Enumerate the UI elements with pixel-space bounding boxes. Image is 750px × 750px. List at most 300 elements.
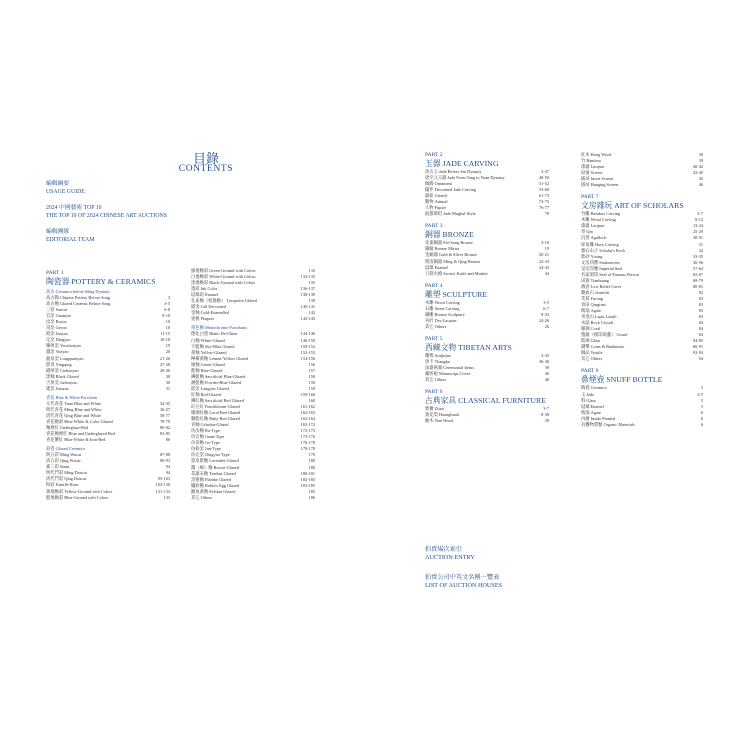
entry-page: 20: [165, 349, 170, 355]
entry-label: 內繪 Inside Painted: [581, 415, 616, 421]
entry-label: 石雕 Stone Carving: [425, 305, 460, 311]
entry-page: 103-130: [155, 482, 170, 488]
toc-entry[interactable]: [425, 271, 549, 277]
part-heading: [425, 152, 549, 168]
part-number: PART 1: [46, 270, 64, 276]
entry-page: 39: [544, 364, 549, 370]
entry-label: 高古陶 Chinese Pottery Before Song: [46, 295, 110, 301]
entry-page: 180: [308, 464, 315, 470]
entry-label: 汝窯 Ruyao: [46, 319, 67, 325]
entry-page: 26: [544, 323, 549, 329]
entry-page: 150-152: [300, 343, 315, 349]
entry-page: 78: [544, 211, 549, 217]
entry-page: 30: [165, 373, 170, 379]
entry-page: 82: [698, 289, 703, 295]
extra-zh: 拍賣場次索引: [425, 546, 463, 553]
entry-page: 53-60: [538, 187, 549, 193]
entry-label: 豇豆紅 Peachbloom-Glazed: [191, 404, 240, 410]
entry-page: 6: [700, 421, 703, 427]
entry-page: 27-28: [159, 361, 170, 367]
entry-label: 有機物質類 Organic Materials: [581, 421, 635, 427]
entry-page: 58-77: [159, 412, 170, 418]
entry-label: 胭脂紅釉 Ruby Red Glazed: [191, 416, 240, 422]
front-editorial-team[interactable]: [46, 228, 94, 244]
entry-label: 料 Glass: [581, 397, 596, 403]
entry-page: 34-43: [538, 264, 549, 270]
entry-label: 陶瓷 Ceramics: [581, 385, 607, 391]
page-title-en: CONTENTS: [178, 164, 234, 174]
part-title: 陶瓷器 POTTERY & CERAMICS: [46, 277, 156, 286]
entry-label: 磁州窯 Cizhouyao: [46, 367, 79, 373]
entry-label: 鈞窯 Junyao: [46, 331, 68, 337]
entry-page: 9-10: [162, 313, 170, 319]
entry-page: 161-162: [300, 404, 315, 410]
entry-label: 爐鈞釉 Robin's Egg Glazed: [191, 482, 240, 488]
entry-page: 133-135: [300, 274, 315, 280]
front-item-zh: 2024 中國藝術 TOP 10: [46, 205, 102, 211]
entry-page: 6: [700, 415, 703, 421]
entry-page: 65-67: [692, 271, 703, 277]
entry-page: 158: [308, 373, 315, 379]
entry-label: 明清銅器 Ming & Qing Bronze: [425, 258, 481, 264]
entry-page: 13-24: [692, 223, 703, 229]
entry-label: 琺瑯 Enamel: [425, 264, 448, 270]
entry-label: 插屏 Insert Screen: [581, 176, 614, 182]
entry-page: 94: [698, 356, 703, 362]
entry-page: 76-77: [538, 205, 549, 211]
entry-page: 142: [308, 310, 315, 316]
entry-page: 94: [165, 464, 170, 470]
part-heading: [425, 389, 549, 405]
entry-page: 180-181: [300, 470, 315, 476]
entry-page: 152-153: [300, 349, 315, 355]
entry-label: 清代青花 Qing Blue and White: [46, 412, 101, 418]
entry-label: 藏經板 Manuscript Cover: [425, 371, 471, 377]
entry-page: 3: [167, 295, 170, 301]
entry-page: 3-7: [543, 406, 549, 412]
entry-page: 158: [308, 379, 315, 385]
entry-label: 玉 Jade: [581, 391, 595, 397]
entry-page: 3-7: [697, 211, 703, 217]
entry-label: 掛屏 Hanging Screen: [581, 182, 619, 188]
part-title: 文房雜玩 ART OF SCHOLARS: [581, 201, 684, 211]
entry-page: 159: [308, 385, 315, 391]
entry-label: 漆器 Lacquer: [581, 223, 605, 229]
entry-label: 痕都斯坦 Jade Mughal-Style: [425, 211, 476, 217]
entry-page: 160: [308, 397, 315, 403]
entry-label: 玻璃 Glass: [581, 338, 601, 344]
toc-column-3: [425, 152, 549, 424]
entry-label: 法器供器 Ceremonial Items: [425, 364, 474, 370]
entry-page: 84: [698, 326, 703, 332]
entry-page: 80-81: [692, 283, 703, 289]
entry-page: 3-18: [541, 240, 549, 246]
extra-en: AUCTION ENTRY: [425, 554, 475, 561]
entry-label: 茄皮紫釉 Lavender Glazed: [191, 458, 239, 464]
toc-entry[interactable]: [191, 495, 315, 501]
entry-page: 33-35: [692, 253, 703, 259]
entry-page: 165-172: [300, 422, 315, 428]
entry-label: 瑪瑙 Agate: [581, 409, 601, 415]
entry-label: 耀州窯 Yaozhouyao: [46, 343, 82, 349]
entry-page: 11-15: [160, 331, 170, 337]
entry-label: 元代青花 Yuan Blue and White: [46, 400, 102, 406]
entry-label: 琺瑯彩 Enamel: [191, 292, 219, 298]
entry-page: 3-47: [541, 169, 549, 174]
entry-label: 明五彩 Ming Wucai: [46, 452, 82, 458]
front-item-zh: 編輯團隊: [46, 229, 70, 235]
entry-label: 其它 Others: [191, 494, 213, 500]
entry-label: 錢幣 Coins & Banknotes: [581, 344, 625, 350]
entry-page: 144-146: [300, 331, 315, 337]
entry-label: 銅鏡 Bronze Mirror: [425, 246, 460, 252]
toc-entry[interactable]: [425, 377, 549, 383]
toc-entry[interactable]: [46, 495, 170, 501]
entry-page: 86: [165, 437, 170, 443]
part-number: PART 6: [425, 389, 443, 396]
entry-page: 20-21: [538, 252, 549, 258]
part-number: PART 7: [581, 194, 599, 201]
entry-label: 雞血石 Jixueshi: [581, 289, 610, 295]
section-subheading: 單色釉 Monochrome Porcelains: [191, 325, 248, 331]
page-title: 目錄: [192, 151, 219, 166]
entry-label: 屏風 Screen: [581, 170, 603, 176]
entry-page: 5: [700, 403, 703, 409]
entry-page: 138-139: [300, 292, 315, 298]
entry-page: 46: [698, 182, 703, 188]
entry-label: 瓷板 Plaques: [191, 316, 215, 322]
entry-label: 青金石 Lapis Lazuli: [581, 314, 617, 320]
entry-label: 檸檬黃釉 Lemon-Yellow Glazed: [191, 355, 249, 361]
entry-label: 綠地釉彩 Green-Ground with Colors: [191, 268, 256, 273]
entry-page: 30-31: [692, 235, 703, 241]
entry-label: 楠木 Nan Wood: [425, 418, 453, 424]
entry-label: 匏器（模印葫蘆） Gourd: [581, 332, 628, 338]
entry-label: 佩飾 Ornament: [425, 181, 452, 187]
entry-label: 青花釉裡紅 Blue and Underglazed Red: [46, 431, 115, 437]
entry-label: 白釉 White-Glazed: [191, 337, 225, 343]
entry-page: 172-173: [300, 428, 315, 434]
part-title: 銅器 BRONZE: [425, 230, 474, 240]
entry-label: 青釉 Celadon-Glazed: [191, 422, 229, 428]
part-title: 古典家具 CLASSICAL FURNITURE: [425, 396, 547, 406]
entry-label: 仿定窯 Dingyao-Type: [191, 452, 230, 458]
entry-label: 官窯 Guanyao: [46, 313, 72, 319]
entry-page: 43-45: [692, 170, 703, 176]
entry-label: 文房四寶 Stationeries: [581, 259, 620, 265]
entry-label: 其它 Others: [425, 377, 447, 383]
entry-label: 琺瑯 Enamel: [581, 403, 604, 409]
entry-label: 灑藍釉 Powder-Blue-Glazed: [191, 379, 242, 385]
entry-page: 140-141: [300, 304, 315, 310]
entry-label: 動物 Animal: [425, 199, 448, 205]
entry-page: 31: [165, 385, 170, 391]
entry-page: 80-82: [159, 425, 170, 431]
toc-entry[interactable]: [581, 422, 703, 428]
entry-label: 黑地釉彩 Black-Ground with Colors: [191, 280, 256, 286]
entry-label: 夾紵 Dry-Lacquer: [425, 317, 457, 323]
entry-label: 人物 Figure: [425, 205, 446, 211]
entry-page: 178-179: [300, 446, 315, 452]
entry-page: 92-94: [692, 350, 703, 356]
entry-label: 仿鈞窯 Jun-Type: [191, 446, 221, 452]
entry-label: 瑪瑙 Agate: [581, 308, 601, 314]
entry-label: 仿哥釉 Ge-Type: [191, 440, 220, 446]
entry-label: 擺件 Decorated Jade Carving: [425, 187, 476, 193]
entry-label: 龍泉窯 Longquanyao: [46, 355, 84, 361]
entry-page: 156: [308, 361, 315, 367]
part-heading: [425, 223, 549, 239]
entry-page: 45: [698, 176, 703, 182]
entry-label: 其它 Others: [581, 356, 603, 362]
entry-page: 78-79: [159, 418, 170, 424]
entry-label: 高古釉 Glazed Ceramic Before Song: [46, 301, 111, 307]
entry-page: 6-7: [543, 305, 549, 311]
entry-label: 清五彩 Qing Wucai: [46, 458, 81, 464]
toc-entry[interactable]: [191, 316, 315, 322]
entry-page: 51-52: [538, 181, 549, 187]
entry-page: 6: [700, 409, 703, 415]
entry-label: 水晶 Rock Crystal: [581, 320, 614, 326]
entry-label: 紫檀 Zitan: [425, 406, 444, 412]
extra-zh: 拍賣公司中英文名稱一覽表: [425, 574, 500, 581]
entry-label: 黃釉 Yellow-Glazed: [191, 349, 227, 355]
entry-label: 建窯 Jianyao: [46, 385, 69, 391]
entry-page: 131-133: [155, 488, 170, 494]
entry-page: 36-57: [159, 406, 170, 412]
entry-label: 霽紅釉 Sacrificial Red Glazed: [191, 397, 244, 403]
entry-page: 183-185: [300, 482, 315, 488]
entry-page: 173-176: [300, 434, 315, 440]
toc-entry[interactable]: [46, 437, 170, 443]
entry-page: 154-156: [300, 355, 315, 361]
part-number: PART 4: [425, 282, 443, 289]
toc-column-2: [191, 268, 315, 501]
front-top10[interactable]: [46, 204, 167, 220]
entry-label: 雕像 Sculpture: [425, 352, 452, 358]
entry-label: 織品 Textile: [581, 350, 603, 356]
entry-label: 青花礬紅 Blue-White & Iron-Red: [46, 437, 106, 443]
entry-page: 32: [698, 247, 703, 253]
entry-label: 窯變釉 Flambe Glazed: [191, 476, 232, 482]
entry-label: 粉彩 Famille Rose: [46, 482, 79, 488]
entry-label: 木雕 Wood Carving: [425, 299, 460, 305]
entry-label: 雅石山子 Scholar's Rock: [581, 247, 625, 253]
entry-label: 名家刻印 Seal of Famous Person: [581, 271, 639, 277]
entry-page: 133: [308, 268, 315, 273]
entry-label: 紫砂 Yixing: [581, 253, 603, 259]
entry-label: 吉州窯 Jizhouyao: [46, 379, 78, 385]
entry-label: 仿汝釉 Ru-Type: [191, 428, 220, 434]
entry-label: 金銅器 Gold & Silver Bronze: [425, 252, 477, 258]
entry-label: 黃花梨 Huanghuali: [425, 412, 460, 418]
entry-label: 墨彩 Ink Color: [191, 286, 218, 292]
entry-page: 36-56: [692, 259, 703, 265]
front-item-en: THE TOP 10 OF 2024 CHINESE ART AUCTIONS: [46, 213, 168, 219]
entry-page: 39: [544, 418, 549, 424]
entry-page: 36-38: [538, 358, 549, 364]
entry-page: 22-33: [538, 258, 549, 264]
entry-label: 孔雀釉（松綠釉） Turquoise Glazed: [191, 298, 257, 304]
part-heading: [581, 194, 703, 210]
entry-page: 29-30: [159, 367, 170, 373]
entry-label: 清代鬥彩 Qing Doucai: [46, 476, 87, 482]
auction-houses-link[interactable]: [425, 574, 502, 590]
entry-page: 159-160: [300, 391, 315, 397]
toc-entry[interactable]: [581, 356, 703, 362]
entry-label: 素三彩 Susnt: [46, 464, 70, 470]
entry-page: 133: [163, 494, 170, 500]
entry-page: 84: [698, 320, 703, 326]
entry-page: 30: [165, 379, 170, 385]
toc-column-1: [46, 270, 170, 501]
entry-label: 漆器 Lacquer: [581, 164, 605, 170]
toc-entry[interactable]: [425, 211, 549, 217]
entry-label: 綠釉 Green-Glazed: [191, 361, 225, 367]
entry-label: 霽藍釉 Sacrificial Blue-Glazed: [191, 373, 246, 379]
entry-label: 唐至元玉器 Jade From Tang to Yuan Dynasty: [425, 175, 505, 181]
entry-page: 83: [698, 308, 703, 314]
entry-page: 24-26: [538, 317, 549, 323]
toc-entry[interactable]: [425, 418, 549, 424]
entry-label: 郎窯 Langyao Glazed: [191, 385, 229, 391]
entry-page: 6-8: [164, 307, 170, 313]
entry-page: 95-103: [157, 476, 170, 482]
entry-page: 32-35: [159, 400, 170, 406]
entry-page: 68-79: [692, 277, 703, 283]
auction-entry-link[interactable]: [425, 546, 475, 562]
entry-label: 鱔魚黃釉 Eelskin Glazed: [191, 488, 236, 494]
entry-label: 沉香 Agalloch: [581, 235, 607, 241]
part-heading: [425, 283, 549, 299]
entry-label: 紅木 Hong Wood: [581, 152, 612, 157]
entry-label: 青花釉彩 Blue-White & Color Glazed: [46, 418, 113, 424]
entry-label: 醬（褐）釉 Brown-Glazed: [191, 464, 239, 470]
entry-label: 竹雕 Bamboo Carving: [581, 211, 621, 217]
entry-page: 57-64: [692, 265, 703, 271]
part-heading: [581, 368, 703, 384]
entry-page: 176-178: [300, 440, 315, 446]
extra-en: LIST OF AUCTION HOUSES: [425, 582, 503, 589]
entry-label: 藍地釉彩 Blue-Ground with Colors: [46, 494, 109, 500]
entry-label: 珊瑚紅釉 Coral Red Glazed: [191, 410, 241, 416]
part-heading: [46, 270, 170, 286]
entry-label: 青田 Qingtian: [581, 301, 606, 307]
entry-page: 44: [544, 270, 549, 276]
section-subheading: 高古 Ceramics before Ming Dynasty: [46, 289, 110, 294]
entry-page: 182-183: [300, 476, 315, 482]
part-title: 玉器 JADE CARVING: [425, 159, 499, 168]
toc-entry[interactable]: [425, 324, 549, 330]
front-usage-guide[interactable]: [46, 180, 85, 196]
front-item-en: USAGE GUIDE: [46, 189, 85, 195]
entry-page: 157: [308, 367, 315, 373]
front-item-zh: 編輯綱要: [46, 181, 70, 187]
entry-label: 器皿 Utensil: [425, 193, 448, 199]
entry-page: 3-35: [541, 352, 549, 358]
entry-page: 86-91: [692, 344, 703, 350]
part-title: 鼻煙壺 SNUFF BOTTLE: [581, 375, 663, 385]
entry-label: 明代青花 Ming Blue and White: [46, 406, 102, 412]
entry-page: 89-93: [159, 458, 170, 464]
part-heading: [425, 336, 549, 352]
entry-page: 163-164: [300, 416, 315, 422]
entry-page: 83-85: [159, 431, 170, 437]
entry-page: 186: [308, 494, 315, 500]
entry-page: 94: [165, 470, 170, 476]
entry-page: 8-23: [541, 311, 549, 317]
part-title: 雕塑 SCULPTURE: [425, 289, 488, 299]
part-title: 西藏文物 TIBETAN ARTS: [425, 342, 512, 352]
entry-page: 61-73: [538, 193, 549, 199]
entry-label: 茶葉末釉 Teadust Glazed: [191, 470, 236, 476]
entry-label: 描金 Gilt Decorated: [191, 304, 227, 310]
entry-label: 皇室印璽 Imperial Seal: [581, 265, 623, 271]
toc-entry[interactable]: [581, 182, 703, 188]
part-number: PART 5: [425, 335, 443, 342]
entry-label: 田黃 Tianhuang: [581, 277, 609, 283]
entry-label: 先秦銅器 Pre-Song Bronze: [425, 240, 473, 246]
entry-label: 德化白瓷 Blanc-De-Chine: [191, 331, 238, 337]
entry-label: 越窯 Yueyao: [46, 349, 69, 355]
entry-page: 162-163: [300, 410, 315, 416]
entry-page: 139: [308, 298, 315, 304]
entry-label: 芙蓉 Furong: [581, 295, 604, 301]
entry-page: 19: [165, 343, 170, 349]
entry-label: 天藍釉 Sky-Blue Glazed: [191, 343, 235, 349]
entry-label: 金釉 Gold-Enamelled: [191, 310, 230, 316]
toc-column-4: [581, 152, 703, 428]
entry-label: 高古玉 Jade Before Sui Dynasty: [425, 169, 482, 174]
entry-page: 25-29: [692, 229, 703, 235]
entry-page: 8-12: [695, 217, 703, 223]
entry-page: 3-5: [697, 391, 703, 397]
entry-label: 影青 Yingqing: [46, 361, 72, 367]
entry-page: 180: [308, 458, 315, 464]
entry-label: 犀角雕 Horn Carving: [581, 241, 619, 247]
entry-page: 135: [308, 280, 315, 286]
entry-page: 40: [544, 371, 549, 377]
entry-page: 84: [698, 332, 703, 338]
front-item-en: EDITORIAL TEAM: [46, 237, 95, 243]
entry-page: 40: [544, 377, 549, 383]
entry-label: 仿官釉 Guan-Type: [191, 434, 225, 440]
entry-page: 84-85: [692, 338, 703, 344]
entry-page: 83: [698, 295, 703, 301]
entry-page: 5: [700, 397, 703, 403]
entry-label: 白地釉彩 White-Ground with Colors: [191, 274, 256, 280]
entry-label: 刀劍火槍 Sword, Knife and Musket: [425, 270, 488, 276]
entry-label: 釉裡紅 Underglaze-Red: [46, 425, 89, 431]
entry-label: 琴 Qin: [581, 229, 593, 235]
entry-page: 39: [698, 158, 703, 164]
entry-page: 74-75: [538, 199, 549, 205]
entry-page: 10: [165, 319, 170, 325]
entry-label: 珊瑚 Coral: [581, 326, 601, 332]
entry-page: 10: [165, 325, 170, 331]
entry-page: 83: [698, 314, 703, 320]
entry-label: 黑釉 Black Glazed: [46, 373, 79, 379]
entry-label: 木雕 Wood Carving: [581, 217, 616, 223]
entry-label: 銅雕 Bronze Sculpture: [425, 311, 465, 317]
entry-page: 87-88: [159, 452, 170, 458]
entry-page: 8-38: [541, 412, 549, 418]
entry-page: 16-18: [159, 337, 170, 343]
toc-entry[interactable]: [46, 386, 170, 392]
entry-page: 48-50: [538, 175, 549, 181]
entry-page: 39: [698, 152, 703, 157]
entry-label: 唐卡 Thangka: [425, 358, 450, 364]
